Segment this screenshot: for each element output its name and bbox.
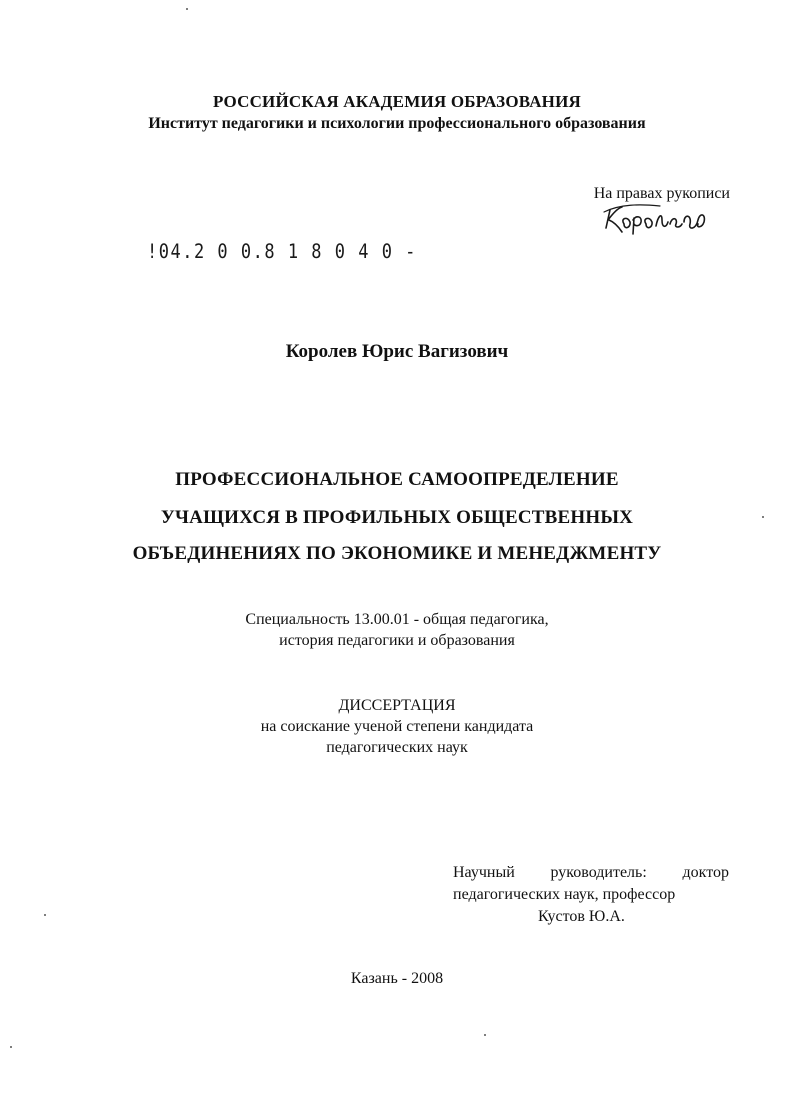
supervisor-line: Научный руководитель: доктор <box>453 864 729 881</box>
scan-speck <box>762 516 764 518</box>
dissertation-degree-line: на соискание ученой степени кандидата <box>260 718 534 735</box>
specialty-line: Специальность 13.00.01 - общая педагогика, <box>245 611 549 628</box>
author-name: Королев Юрис Вагизович <box>285 341 509 362</box>
thesis-title-line: ОБЪЕДИНЕНИЯХ ПО ЭКОНОМИКЕ И МЕНЕДЖМЕНТУ <box>132 543 662 564</box>
dissertation-degree-line: педагогических наук <box>326 739 468 756</box>
institute-name: Институт педагогики и психологии профессионального образования <box>148 115 646 132</box>
registration-stamp-number: !04.2 0 0.8 1 8 0 4 0 - <box>147 240 417 264</box>
dissertation-heading: ДИССЕРТАЦИЯ <box>338 697 456 714</box>
scan-speck <box>44 914 46 916</box>
specialty-line: история педагогики и образования <box>279 632 515 649</box>
city-and-year: Казань - 2008 <box>350 970 444 987</box>
organization-name: РОССИЙСКАЯ АКАДЕМИЯ ОБРАЗОВАНИЯ <box>212 92 582 111</box>
thesis-title-line: УЧАЩИХСЯ В ПРОФИЛЬНЫХ ОБЩЕСТВЕННЫХ <box>160 507 634 528</box>
scan-speck <box>186 8 188 10</box>
thesis-title-line: ПРОФЕССИОНАЛЬНОЕ САМООПРЕДЕЛЕНИЕ <box>175 469 619 490</box>
handwritten-signature <box>600 198 720 243</box>
supervisor-name: Кустов Ю.А. <box>538 908 625 925</box>
scan-speck <box>10 1046 12 1048</box>
scan-speck <box>484 1034 486 1036</box>
manuscript-rights-note: На правах рукописи <box>593 185 730 202</box>
supervisor-line: педагогических наук, профессор <box>453 886 676 903</box>
